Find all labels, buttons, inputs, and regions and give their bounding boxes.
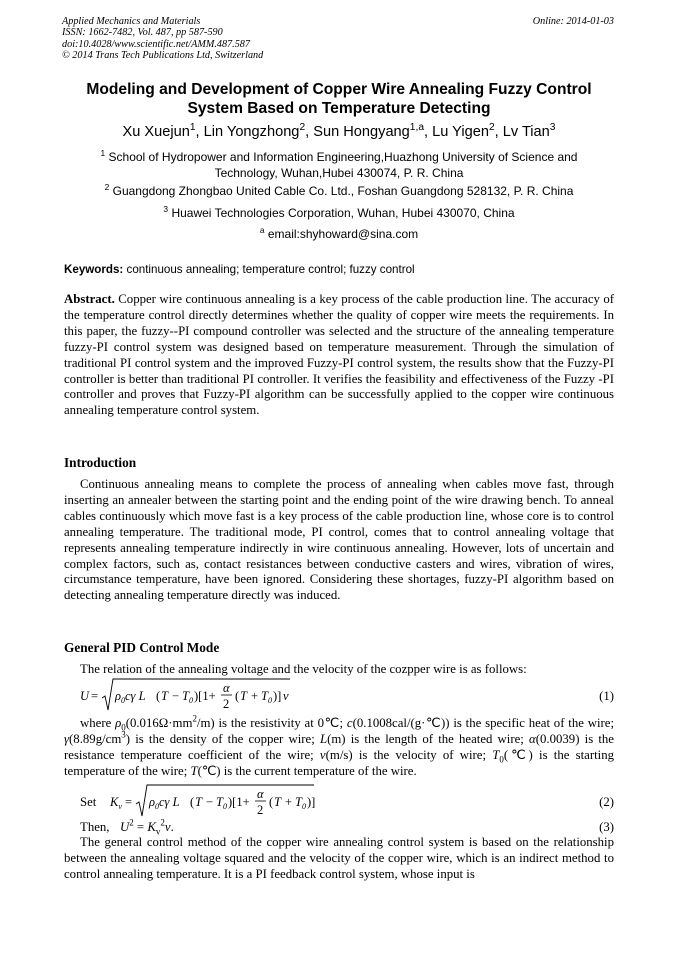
svg-text:(: ( [190,795,195,809]
svg-text:2: 2 [257,803,264,817]
symbol: K [147,820,156,834]
svg-text:Kv: $K_v$ [110,795,122,811]
abstract-label: Abstract. [64,292,115,306]
svg-text:T: T [195,795,202,809]
doi-line: doi:10.4028/www.scientific.net/AMM.487.587 [62,38,250,50]
affiliation-text: Guangdong Zhongbao United Cable Co. Ltd., Foshan Guangdong 528132, P. R. China [112,184,574,198]
svg-text:ρ0cγ L: $\rho_0c\gamma$ L [115,689,146,705]
intro-heading: Introduction [64,455,137,470]
affiliation-3 [64,206,614,222]
copyright-line: © 2014 Trans Tech Publications Ltd, Switzerland [62,50,264,62]
svg-text:2: 2 [223,697,230,711]
author-list: Xu Xuejun$^1$, Lin Yongzhong$^2$, Sun Hongyang$^{1,a}$, Lu Yigen$^2$, Lv Tian$^3$ [122,122,556,140]
text-run: (0.1008cal/(g·℃)) is the specific heat of the wire; [352,716,614,730]
svg-text:v: v [283,689,289,703]
svg-text:T0: $T_0$ [216,795,227,811]
text-run: . [170,820,174,834]
symbol: L [319,731,328,746]
equation-1-number: (1) [599,689,614,703]
journal-header [62,16,614,62]
svg-text:−: − [206,795,214,809]
affiliation-1 [64,150,614,181]
symbol: v [319,747,326,762]
equation-2 [110,783,370,823]
text-run: (0.016Ω·mm [125,716,193,730]
author-sup: 2 [488,122,495,134]
svg-text:α: α [257,787,264,801]
text-run: (m) is the length of the heated wire; [327,731,530,746]
superscript: 3 [121,729,126,740]
text-run: (℃) is the current temperature of the wire. [197,763,417,778]
pid-heading: General PID Control Mode [64,640,220,655]
text-run: (8.89g/cm [69,731,122,746]
author-sup: 1 [189,122,196,134]
equation-2-line [64,783,614,823]
affiliation-text: Technology, Wuhan,Hubei 430074, P. R. China [214,165,464,180]
issn-line: ISSN: 1662-7482, Vol. 487, pp 587-590 [62,27,223,39]
symbol: v [164,820,171,834]
svg-text:T0: $T_0$ [261,689,272,705]
superscript: 2 [129,817,134,828]
svg-text:(: ( [156,689,161,703]
affiliation-sup: 3 [163,204,169,214]
author-sup: 3 [549,122,556,134]
affiliation-text: School of Hydropower and Information Engineering,Huazhong University of Science and [108,150,578,164]
text-run: /m) is the resistivity at 0℃; [196,716,347,730]
symbol: ρ [115,716,122,730]
superscript: 2 [160,817,165,828]
svg-text:=: = [91,689,99,703]
email-sup: a [259,225,265,235]
svg-text:−: − [172,689,180,703]
subscript: v [155,826,161,837]
svg-text:)[1+: )[1+ [228,795,250,809]
online-date: Online: 2014-01-03 [532,16,614,27]
svg-text:)]: )] [307,795,316,809]
svg-text:T: T [274,795,281,809]
symbol: T [190,763,198,778]
pid-intro: The relation of the annealing voltage and the velocity of the cozpper wire is as follows: [80,662,527,676]
keywords [64,263,614,276]
svg-text:(: ( [269,795,274,809]
superscript: 2 [192,713,197,724]
subscript: 0 [499,754,504,765]
text-run: (m/s) is the velocity of wire; [325,747,493,762]
svg-text:)]: )] [273,689,282,703]
symbol: T [492,747,500,762]
email-address: email:shyhoward@sina.com [267,227,419,241]
svg-text:U: U [80,689,90,703]
symbol: c [346,716,353,730]
author-sup: 1,a [409,122,425,134]
title-line-1: Modeling and Development of Copper Wire Annealing Fuzzy Control [86,81,592,98]
text-run: = [133,820,148,834]
equation-3 [120,817,174,837]
equation-3-number: (3) [599,820,614,834]
author-sup: 2 [299,122,306,134]
svg-text:+: + [285,795,293,809]
svg-text:ρ0cγ L: $\rho_0c\gamma$ L [149,795,180,811]
svg-text:(: ( [235,689,240,703]
paper-title [64,80,614,118]
equation-2-number: (2) [599,795,614,809]
equation-1 [80,677,340,717]
text-run: (℃) is the starting temperature of the wire; [64,747,615,778]
equation-1-line [64,677,614,717]
author-name: Lv Tian [502,124,550,140]
svg-text:)[1+: )[1+ [194,689,216,703]
author-name: Xu Xuejun [122,124,190,140]
svg-text:α: α [223,681,230,695]
keywords-label: Keywords: [64,263,124,276]
author-name: Lin Yongzhong [203,124,300,140]
abstract-text: Copper wire continuous annealing is a key process of the cable production line. The accuracy of the temperature control directly determines whether the quality of copper wire meets the requirements. In this paper, the fuzzy--PI compound controller was selected and the structure of the annealing temperature fuzzy-PI control system was designed based on temperature measurement. Through the simulation of traditional PI control system and the improved Fuzzy-PI control system, the results show that the Fuzzy-PI controller is better than traditional PI controller. It verifies the feasibility and effectiveness of the Fuzzy -PI controller and proves that Fuzzy-PI algorithm can be successfully applied to the copper wire continuous annealing temperature control system. [64,292,614,418]
text-run: (0.0039) is the resistance temperature coefficient of the wire; [64,731,614,762]
affiliation-sup: 1 [100,148,106,158]
keywords-text: continuous annealing; temperature control; fuzzy control [126,263,415,276]
svg-text:T: T [161,689,168,703]
author-name: Sun Hongyang [313,124,410,140]
affiliation-sup: 2 [104,182,110,192]
journal-name: Applied Mechanics and Materials [62,16,201,27]
abstract [64,292,614,419]
affiliation-text: Huawei Technologies Corporation, Wuhan, Hubei 430070, China [171,206,515,220]
symbol: U [120,820,130,834]
then-label: Then, [80,820,110,834]
svg-text:=: = [125,795,133,809]
subscript: 0 [121,722,126,733]
set-label: Set [80,795,97,809]
symbol: α [529,731,536,746]
text-run: ) is the density of the copper wire; [125,731,320,746]
email-line [64,227,614,243]
svg-text:T: T [240,689,247,703]
author-name: Lu Yigen [432,124,489,140]
svg-text:+: + [251,689,259,703]
intro-paragraph: Continuous annealing means to complete the process of annealing when cables move fast, through inserting an annealer between the starting point and the ending point of the wire drawing bench. To anneal cables continuously which move fast is a key process of the cable production line, whose core is to control annealing temperature. The traditional mode, PI control, comes that to control annealing voltage that represents annealing temperature indirectly in wire continuous annealing. However, lots of uncertain and complex factors, such as, contact resistances between conductive casters and wires, vibration of wires, circumstance temperature, have been ignored. Considering these shortages, fuzzy-PI algorithm based on detecting annealing temperature directly was induced. [64,477,614,603]
title-line-2: System Based on Temperature Detecting [187,100,491,117]
svg-text:T0: $T_0$ [182,689,193,705]
text-run: where [80,716,116,730]
svg-text:T0: $T_0$ [295,795,306,811]
symbol: γ [64,731,70,746]
variable-definitions [64,713,615,780]
control-method-paragraph: The general control method of the copper wire annealing control system is based on the relationship between the annealing voltage squared and the velocity of the copper wire, which is an indirect method to control annealing temperature. It is a PI feedback control system, whose input is [64,835,614,881]
affiliation-2 [64,184,614,200]
